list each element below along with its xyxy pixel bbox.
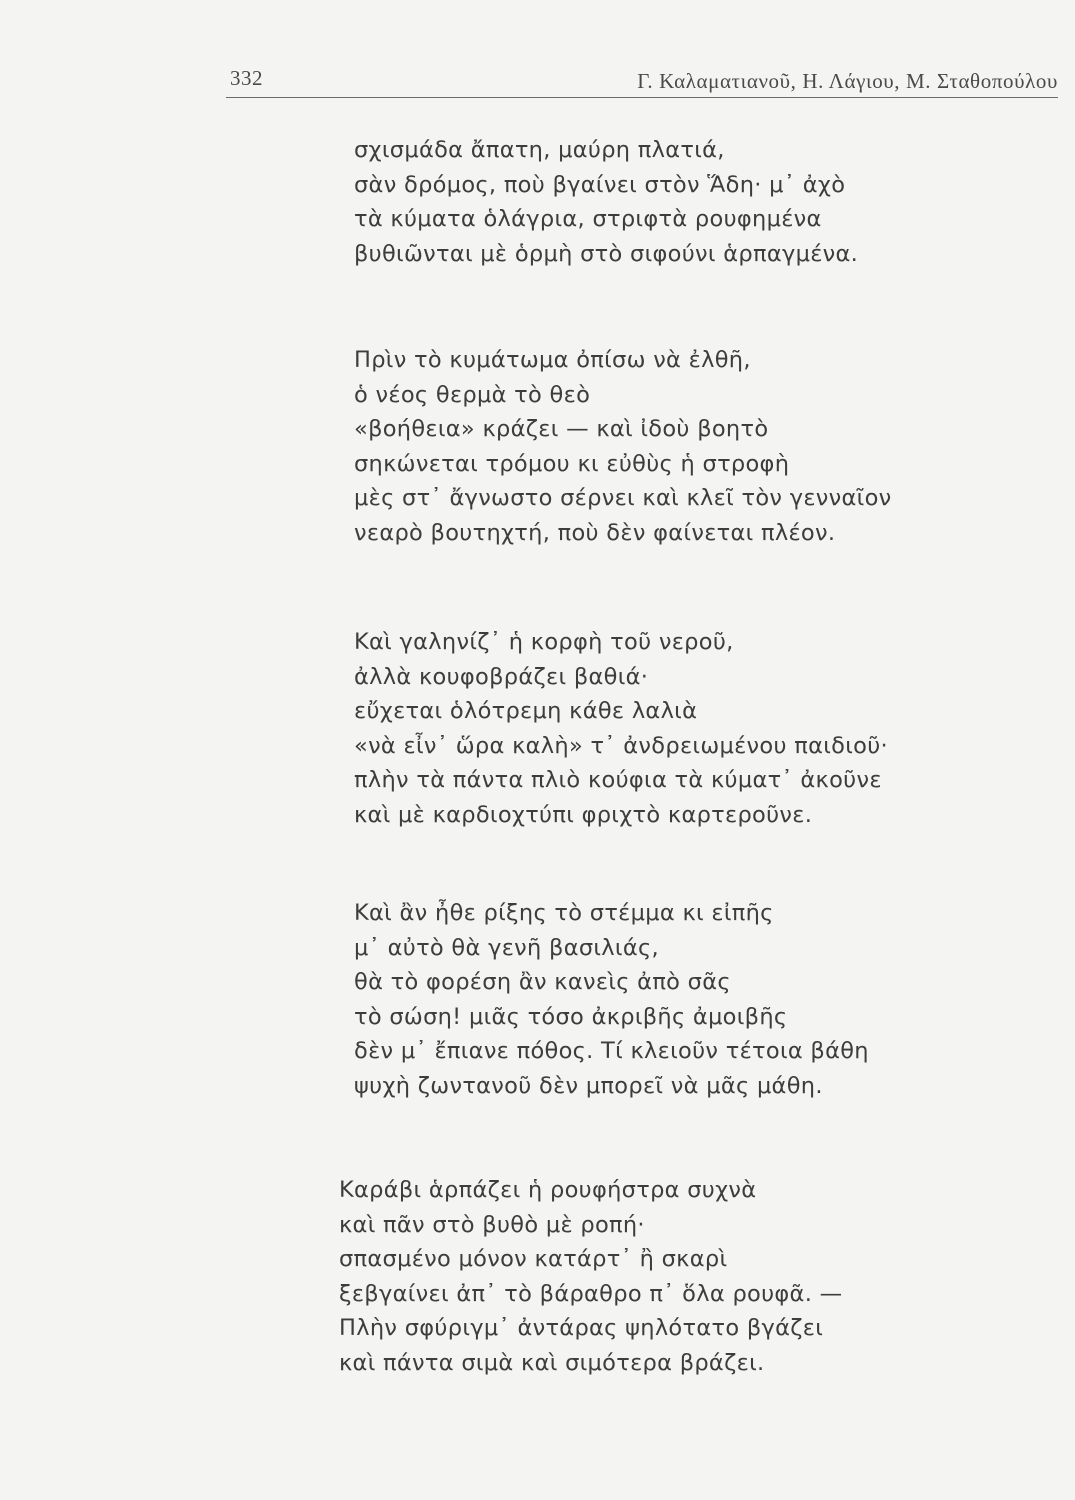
verse-line: τὰ κύματα ὁλάγρια, στριφτὰ ρουφημένα <box>354 206 822 232</box>
stanza-5 <box>339 1173 959 1380</box>
running-title: Γ. Καλαματιανοῦ, Η. Λάγιου, Μ. Σταθοπούλου <box>637 69 1058 93</box>
stanza-4 <box>354 896 974 1103</box>
running-header <box>226 66 1058 100</box>
verse-line: Καὶ ἂν ἦθε ρίξης τὸ στέμμα κι εἰπῆς <box>354 900 774 926</box>
verse-line: δὲν μ᾽ ἔπιανε πόθος. Τί κλειοῦν τέτοια βάθη <box>354 1038 869 1064</box>
verse-line: ψυχὴ ζωντανοῦ δὲν μπορεῖ νὰ μᾶς μάθη. <box>354 1072 823 1099</box>
verse-line: νεαρὸ βουτηχτή, ποὺ δὲν φαίνεται πλέον. <box>354 519 836 546</box>
verse-line: ξεβγαίνει ἀπ᾽ τὸ βάραθρο π᾽ ὅλα ρουφᾶ. — <box>339 1280 843 1307</box>
verse-line: «νὰ εἶν᾽ ὥρα καλὴ» τ᾽ ἀνδρειωμένου παιδιοῦ· <box>354 732 888 759</box>
verse-line: μ᾽ αὐτὸ θὰ γενῆ βασιλιάς, <box>354 934 659 961</box>
verse-line: καὶ πᾶν στὸ βυθὸ μὲ ροπή· <box>339 1211 645 1238</box>
verse-line: σχισμάδα ἄπατη, μαύρη πλατιά, <box>354 137 725 163</box>
verse-line: Πρὶν τὸ κυμάτωμα ὀπίσω νὰ ἐλθῆ, <box>354 347 751 373</box>
verse-line: εὔχεται ὁλότρεμη κάθε λαλιὰ <box>354 698 698 724</box>
verse-line: ὁ νέος θερμὰ τὸ θεὸ <box>354 381 591 408</box>
stanza-3 <box>354 625 974 832</box>
page-number: 332 <box>230 66 263 90</box>
verse-line: καὶ πάντα σιμὰ καὶ σιμότερα βράζει. <box>339 1349 765 1376</box>
verse-line: καὶ μὲ καρδιοχτύπι φριχτὸ καρτεροῦνε. <box>354 801 813 828</box>
verse-line: Καὶ γαληνίζ᾽ ἡ κορφὴ τοῦ νεροῦ, <box>354 629 734 655</box>
verse-line: θὰ τὸ φορέση ἂν κανεὶς ἀπὸ σᾶς <box>354 969 731 995</box>
verse-line: πλὴν τὰ πάντα πλιὸ κούφια τὰ κύματ᾽ ἀκοῦνε <box>354 767 882 793</box>
verse-line: «βοήθεια» κράζει — καὶ ἰδοὺ βοητὸ <box>354 416 769 442</box>
verse-line: σηκώνεται τρόμου κι εὐθὺς ἡ στροφὴ <box>354 450 790 477</box>
verse-line: Καράβι ἁρπάζει ἡ ρουφήστρα συχνὰ <box>339 1177 757 1203</box>
stanza-1 <box>354 133 974 271</box>
stanza-2 <box>354 343 974 550</box>
verse-line: βυθιῶνται μὲ ὁρμὴ στὸ σιφούνι ἁρπαγμένα. <box>354 240 859 267</box>
verse-line: ἀλλὰ κουφοβράζει βαθιά· <box>354 663 649 690</box>
verse-line: σπασμένο μόνον κατάρτ᾽ ἢ σκαρὶ <box>339 1246 728 1272</box>
verse-line: σὰν δρόμος, ποὺ βγαίνει στὸν Ἅδη· μ᾽ ἀχὸ <box>354 171 846 198</box>
verse-line: Πλὴν σφύριγμ᾽ ἀντάρας ψηλότατο βγάζει <box>339 1315 824 1341</box>
verse-line: τὸ σώση! μιᾶς τόσο ἀκριβῆς ἀμοιβῆς <box>354 1003 788 1030</box>
header-rule <box>226 97 1058 98</box>
verse-line: μὲς στ᾽ ἄγνωστο σέρνει καὶ κλεῖ τὸν γενναῖον <box>354 485 892 511</box>
